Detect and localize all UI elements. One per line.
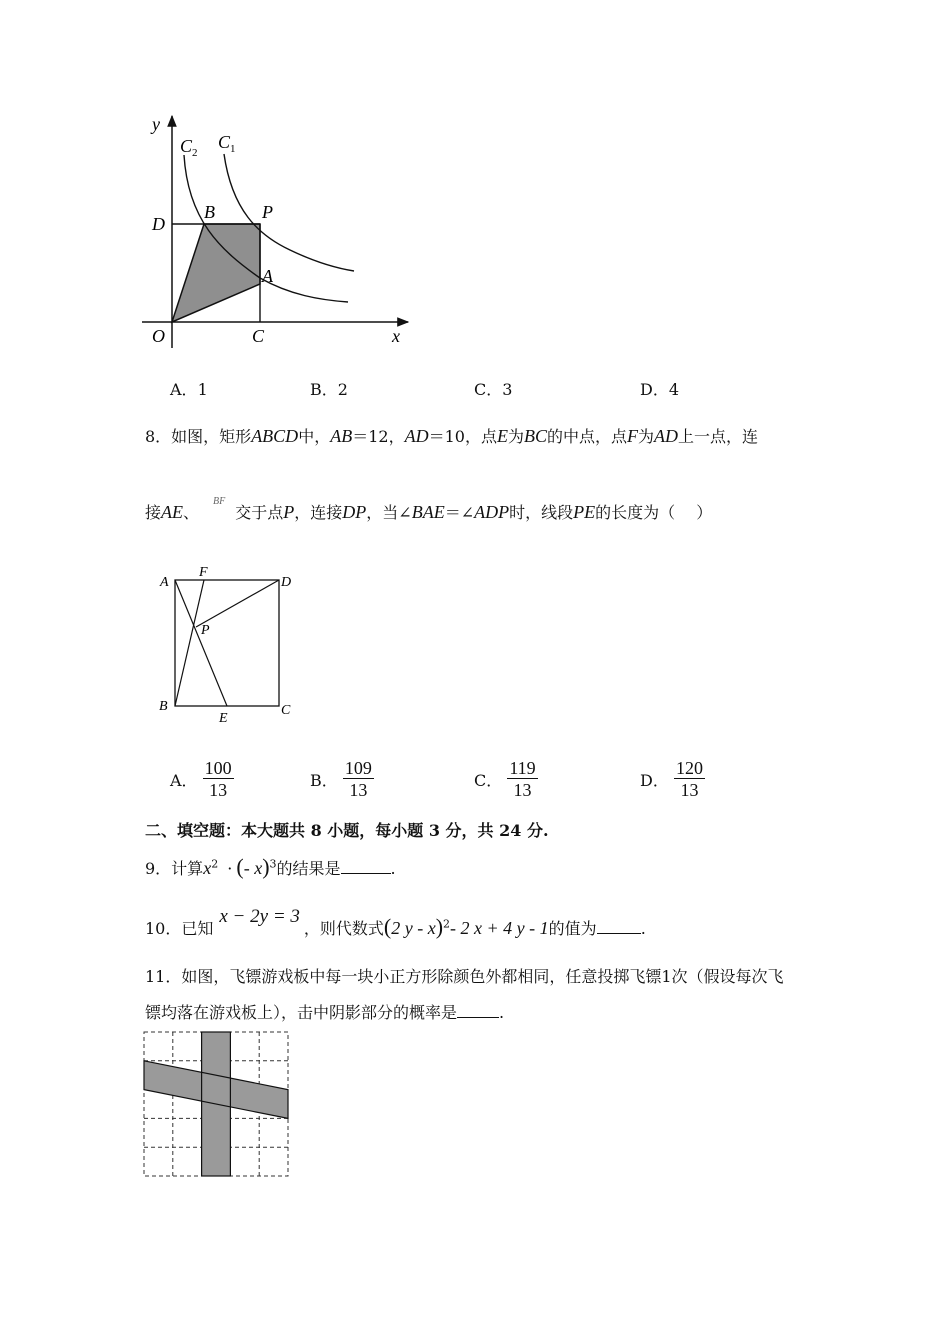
label-e: E <box>219 711 228 724</box>
q10-answer-blank[interactable] <box>597 919 641 934</box>
q8-option-d: D． $\frac{120}{13}$ <box>640 758 703 800</box>
q8-line1: 8．如图，矩形ABCD中，AB＝12，AD＝10，点E为BC的中点，点F为AD上一点，连 <box>145 426 759 446</box>
q8-option-b: B． $\frac{109}{13}$ <box>310 758 372 800</box>
line-ae <box>175 580 227 706</box>
q7-option-b: B．2 <box>310 380 348 399</box>
q8-option-a: A． $\frac{100}{13}$ <box>170 758 232 800</box>
line-dp <box>196 580 279 627</box>
label-p: P <box>262 202 273 222</box>
q7-option-c: C．3 <box>474 380 513 399</box>
q9: 9．计算$x^2$ · (- x)$^3$的结果是 . <box>145 854 396 879</box>
label-p: P <box>201 623 210 638</box>
label-o: O <box>152 326 165 346</box>
q11-answer-blank[interactable] <box>457 1003 499 1018</box>
q10: 10．已知x − 2y = 3，则代数式(2 y - x)$^2$- 2 x + 4 y - 1的值为 . <box>145 906 646 939</box>
shaded-quadrilateral <box>172 224 260 322</box>
q7-figure <box>140 110 420 350</box>
q7-option-a: A．1 <box>170 380 208 399</box>
section-heading: 二、填空题：本大题共 8 小题，每小题 3 分，共 24 分. <box>145 821 549 840</box>
q9-answer-blank[interactable] <box>341 859 391 874</box>
label-d: D <box>281 575 292 590</box>
label-b: B <box>204 202 215 222</box>
q11-line2: 镖均落在游戏板上），击中阴影部分的概率是 . <box>145 1003 505 1022</box>
label-a: A <box>160 575 169 590</box>
rectangle-abcd <box>175 580 279 706</box>
label-c: C <box>281 703 291 718</box>
dartboard-figure <box>142 1030 290 1178</box>
q8-option-c: C． $\frac{119}{13}$ <box>474 758 536 800</box>
label-c2: $C_2$ <box>180 136 198 159</box>
label-a: A <box>262 266 273 286</box>
bf-superscript: BF <box>213 496 226 507</box>
label-d: D <box>152 214 165 234</box>
label-b: B <box>159 699 168 714</box>
q8-line2: 接AE、$^{BF}$交于点P，连接DP，当∠BAE＝∠ADP时，线段PE的长度为（ ） <box>145 496 713 522</box>
label-f: F <box>199 565 208 580</box>
label-x: x <box>392 326 400 346</box>
label-y: y <box>152 114 160 134</box>
line-bf <box>175 580 204 706</box>
q11-line1: 11．如图，飞镖游戏板中每一块小正方形除颜色外都相同，任意投掷飞镖1次（假设每次飞 <box>145 967 784 986</box>
label-c: C <box>252 326 265 346</box>
given-equation: x − 2y = 3 <box>219 906 300 927</box>
q7-option-d: D．4 <box>640 380 680 399</box>
label-c1: $C_1$ <box>218 132 236 155</box>
q8-figure <box>155 562 305 724</box>
